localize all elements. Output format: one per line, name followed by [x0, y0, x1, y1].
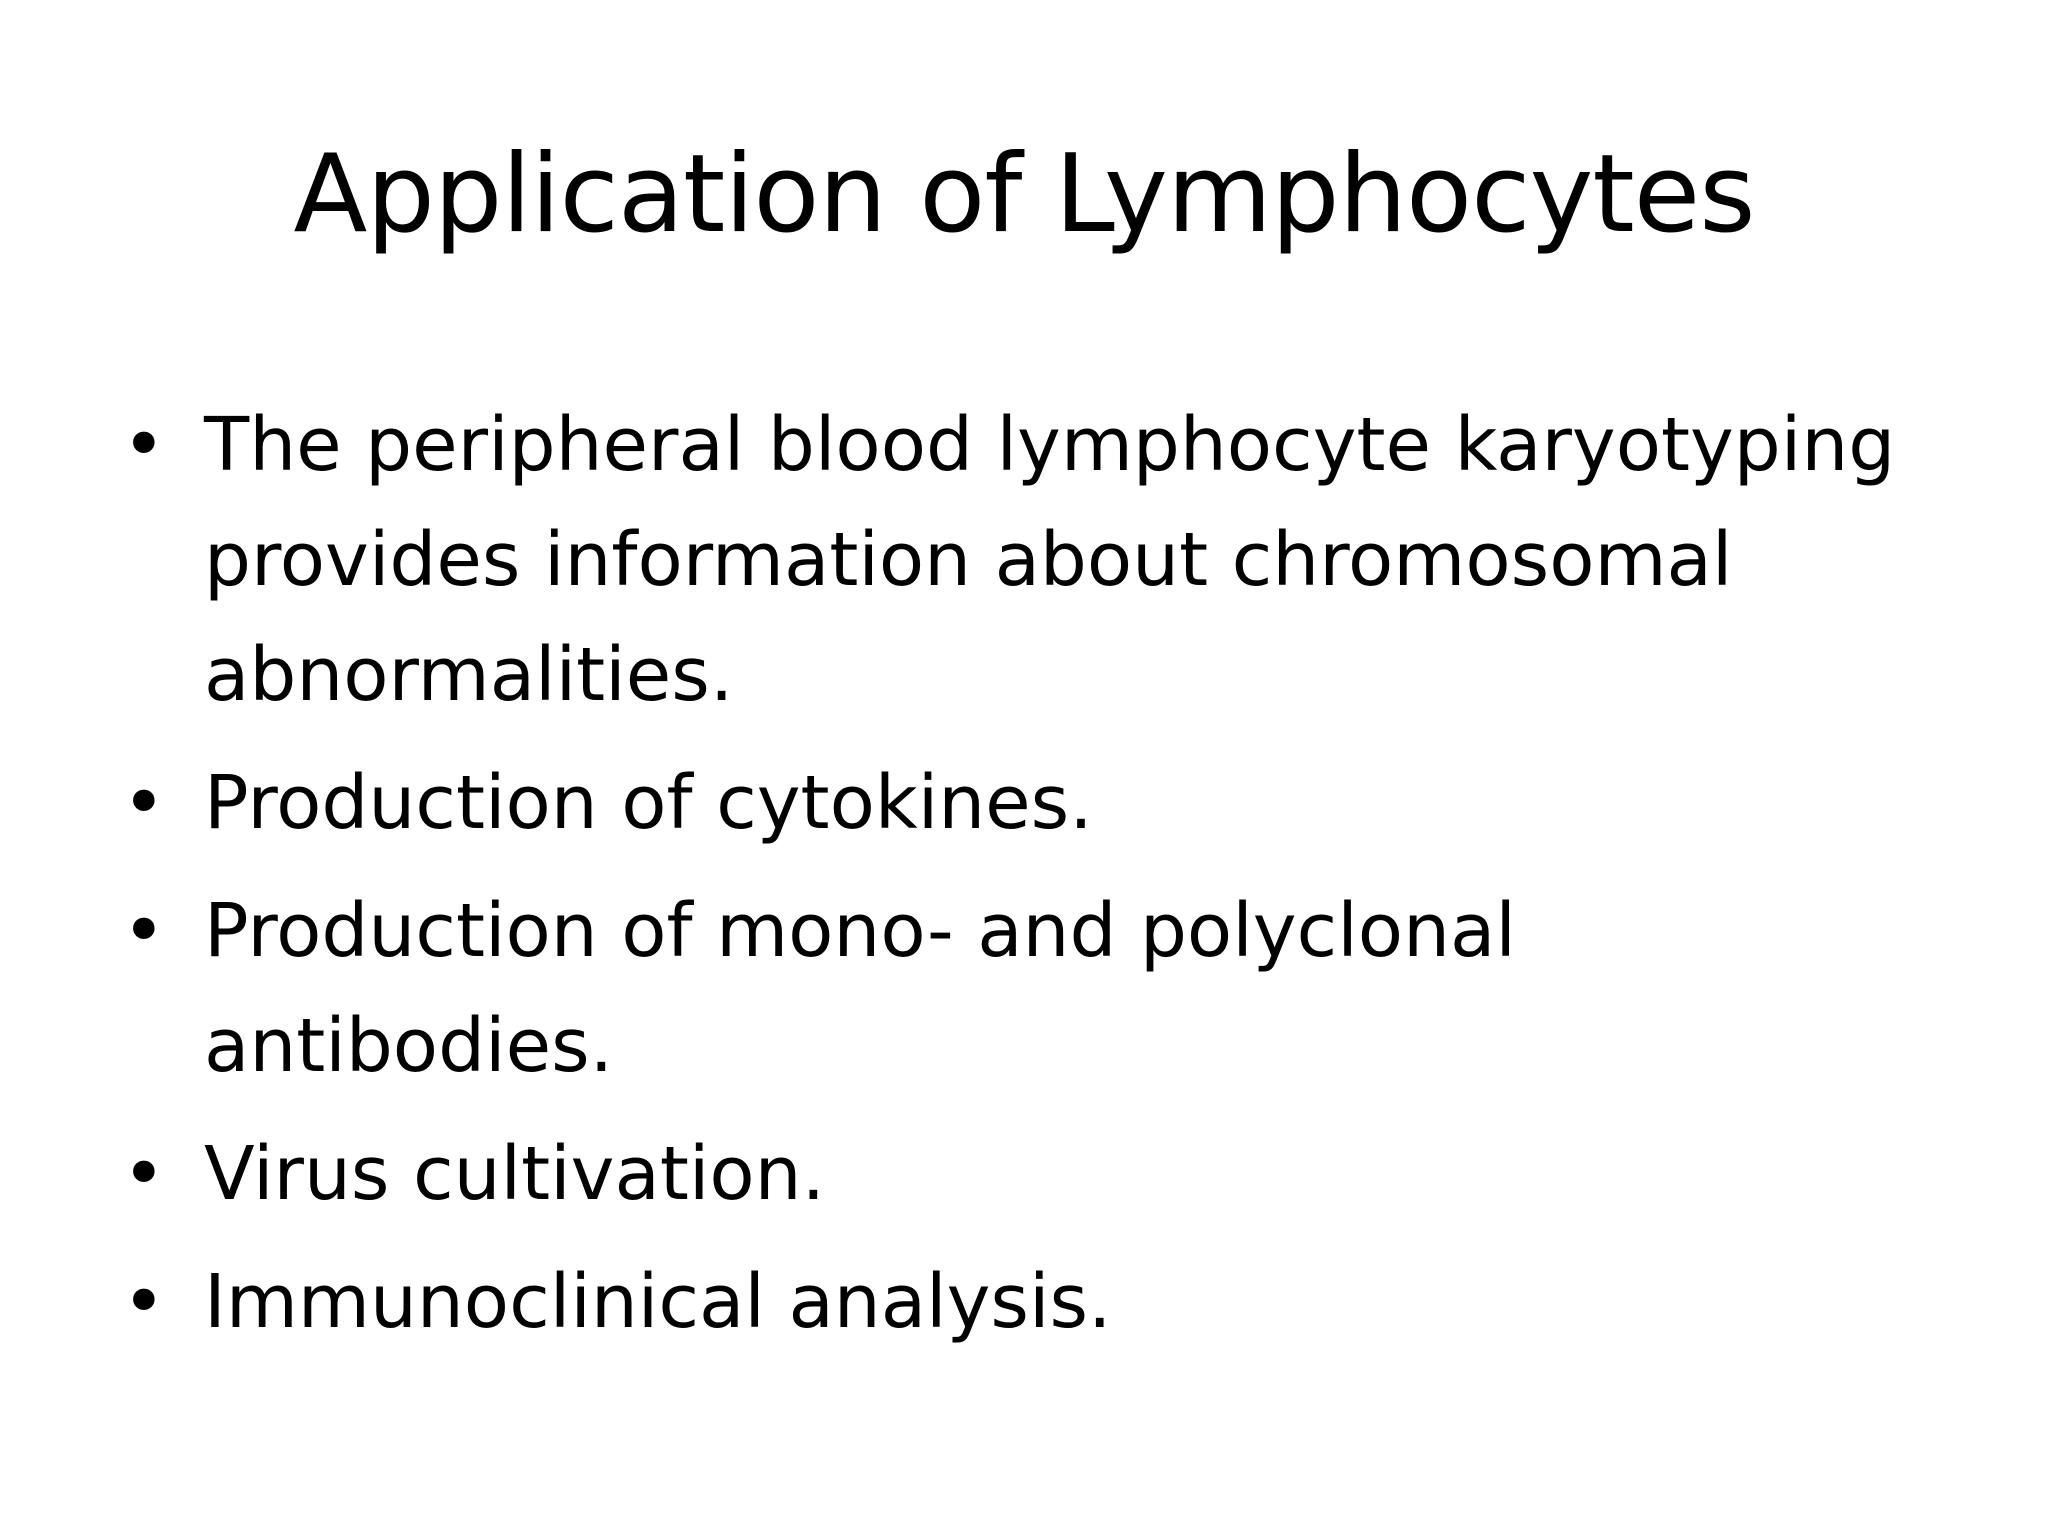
bullet-list: [120, 388, 1920, 1373]
bullet-icon: •: [122, 1259, 166, 1345]
bullet-item-virus-cultivation: [120, 1117, 1920, 1232]
bullet-text: Immunoclinical analysis.: [204, 1259, 1112, 1345]
bullet-text: Production of cytokines.: [204, 760, 1093, 846]
slide-title: Application of Lymphocytes: [293, 132, 1755, 257]
bullet-item-cytokines: [120, 746, 1920, 861]
bullet-icon: •: [122, 402, 166, 488]
bullet-icon: •: [122, 760, 166, 846]
bullet-icon: •: [122, 1131, 166, 1217]
bullet-item-antibodies: [120, 874, 1920, 1104]
bullet-text: Production of mono- and polyclonal antibodies.: [204, 888, 1516, 1089]
bullet-text: Virus cultivation.: [204, 1131, 826, 1217]
bullet-item-karyotyping: [120, 388, 1920, 733]
bullet-item-immunoclinical: [120, 1245, 1920, 1360]
bullet-text: The peripheral blood lymphocyte karyotyping provides information about chromosomal abnormalities.: [204, 402, 1896, 718]
bullet-icon: •: [122, 888, 166, 974]
